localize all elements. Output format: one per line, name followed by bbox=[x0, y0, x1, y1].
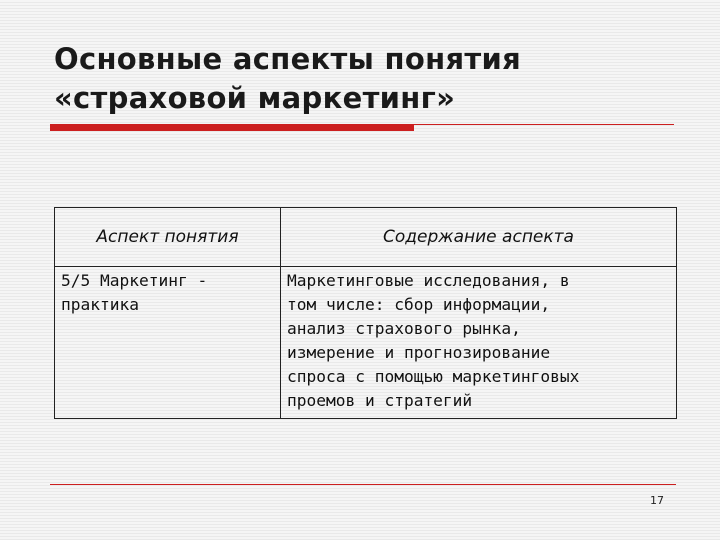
slide-title-line-2: «страховой маркетинг» bbox=[54, 81, 456, 115]
aspect-line: практика bbox=[61, 295, 139, 314]
content-line: спроса с помощью маркетинговых bbox=[287, 367, 580, 386]
content-line: анализ страхового рынка, bbox=[287, 319, 521, 338]
aspect-cell bbox=[55, 267, 281, 419]
title-underline bbox=[414, 124, 674, 125]
table-header-row bbox=[55, 208, 677, 267]
table-header-cell: Аспект понятия bbox=[55, 208, 281, 267]
content-line: том числе: сбор информации, bbox=[287, 295, 551, 314]
aspect-table bbox=[54, 207, 677, 419]
slide-title bbox=[54, 40, 674, 118]
slide-title-line-1: Основные аспекты понятия bbox=[54, 42, 522, 76]
content-line: измерение и прогнозирование bbox=[287, 343, 551, 362]
table-row bbox=[55, 267, 677, 419]
content-cell bbox=[281, 267, 677, 419]
title-accent-bar bbox=[50, 124, 414, 131]
page-number: 17 bbox=[650, 494, 664, 507]
footer-rule bbox=[50, 484, 676, 485]
content-line: проемов и стратегий bbox=[287, 391, 473, 410]
content-line: Маркетинговые исследования, в bbox=[287, 271, 570, 290]
aspect-line: 5/5 Маркетинг - bbox=[61, 271, 208, 290]
table-header-cell: Содержание аспекта bbox=[281, 208, 677, 267]
